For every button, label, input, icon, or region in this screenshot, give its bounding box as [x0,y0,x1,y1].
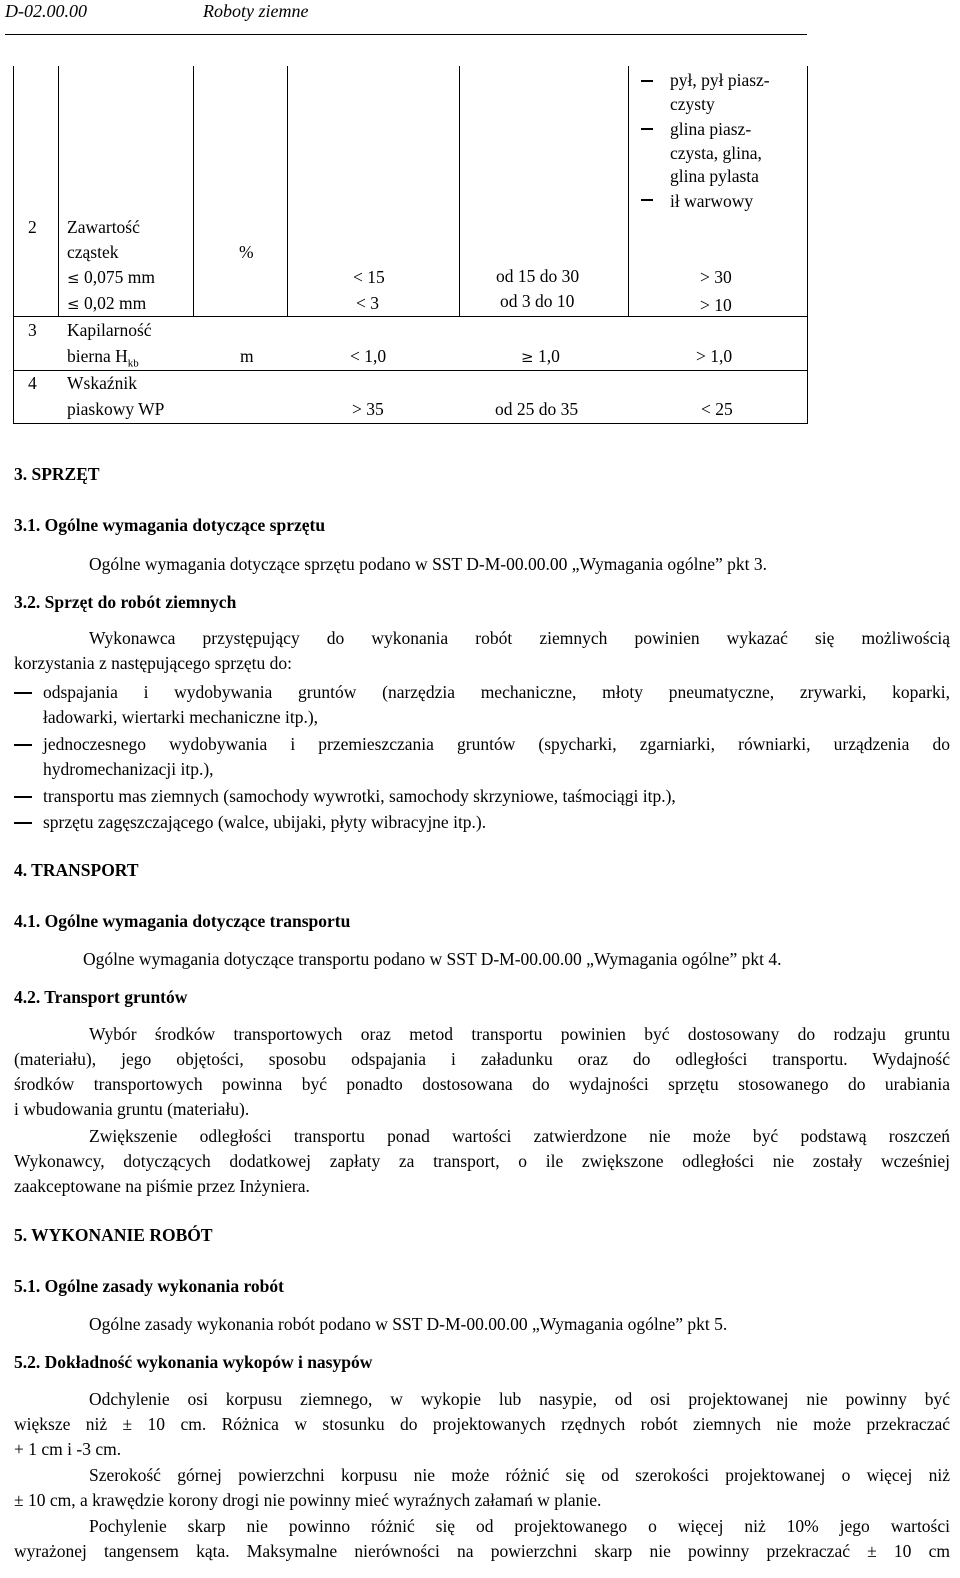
paragraph [14,1514,950,1564]
value-cell: < 1,0 [350,346,387,366]
table-col-divider-3 [287,66,288,316]
value-cell: < 25 [701,399,733,419]
list-dash [14,822,32,824]
paragraph-line: ± 10 cm, a krawędzie korony drogi nie powinny mieć wyraźnych załamań w planie. [14,1490,602,1510]
unit: m [240,346,254,366]
paragraph-line: większe niż ± 10 cm. Różnica w stosunku do projektowanych rzędnych robót ziemnych nie może przekraczać [14,1414,950,1434]
paragraph-line: Wybór środków transportowych oraz metod transportu powinien być dostosowany do rodzaju gruntu [89,1024,950,1044]
paragraph [14,1463,950,1513]
parameter-subscript: kb [127,357,139,370]
paragraph [14,1124,950,1199]
soil-type-text: ił warwowy [670,191,754,211]
paragraph: Ogólne wymagania dotyczące sprzętu podano w SST D-M-00.00.00 „Wymagania ogólne” pkt 3. [89,554,768,574]
value-cell: > 10 [700,295,732,315]
parameter-name-main: bierna H [67,346,128,366]
table-col-divider-5 [628,66,629,316]
table-col-divider-4 [459,66,460,316]
paragraph-line: i wbudowania gruntu (materiału). [14,1099,250,1119]
list-item-line: ładowarki, wiertarki mechaniczne itp.), [43,707,319,727]
list-item [14,810,950,835]
table-col-divider-1 [58,66,59,316]
document-code: D-02.00.00 [5,1,87,21]
subsection-heading: 5.1. Ogólne zasady wykonania robót [14,1276,284,1296]
list-item [14,680,950,730]
less-equal-icon: ≤ [67,269,80,287]
paragraph-line: Zwiększenie odległości transportu ponad wartości zatwierdzone nie może być podstawą roszczeń [89,1126,950,1146]
list-item-line: transportu mas ziemnych (samochody wywrotki, samochody skrzyniowe, taśmociągi itp.), [43,786,676,806]
list-item-line: hydromechanizacji itp.), [43,759,214,779]
paragraph-line: + 1 cm i -3 cm. [14,1439,122,1459]
section-heading: 5. WYKONANIE ROBÓT [14,1225,213,1245]
value-cell: > 30 [700,267,732,287]
table-border-bottom [13,423,808,424]
soil-type-text: czysta, glina, [670,143,762,163]
parameter-name: Kapilarność [67,320,152,340]
particle-size-row [67,269,155,287]
soil-type-dash [641,199,653,201]
value-cell: od 3 do 10 [500,291,575,311]
paragraph: Ogólne zasady wykonania robót podano w SST D-M-00.00.00 „Wymagania ogólne” pkt 5. [89,1314,728,1334]
subsection-heading: 3.2. Sprzęt do robót ziemnych [14,592,237,612]
paragraph-line: Wykonawcy, dotyczących dodatkowej zapłaty za transport, o ile zwiększone odległości nie zostały wcześniej [14,1151,950,1171]
section-heading: 4. TRANSPORT [14,860,139,880]
subsection-heading: 4.1. Ogólne wymagania dotyczące transportu [14,911,351,931]
parameter-name: Zawartość [67,217,140,237]
list-item [14,784,950,809]
table-col-divider-2 [193,66,194,316]
paragraph [14,626,950,676]
list-item [14,732,950,782]
value-cell [521,348,560,366]
value-cell: od 15 do 30 [496,266,580,286]
subsection-heading: 5.2. Dokładność wykonania wykopów i nasypów [14,1352,373,1372]
list-dash [14,796,32,798]
paragraph-line: Pochylenie skarp nie powinno różnić się od projektowanego o więcej niż 10% jego wartości [89,1516,950,1536]
soil-type-dash [641,128,653,130]
paragraph-line: korzystania z następującego sprzętu do: [14,653,292,673]
row-number: 4 [28,373,37,393]
paragraph: Ogólne wymagania dotyczące transportu podano w SST D-M-00.00.00 „Wymagania ogólne” pkt 4. [83,949,782,969]
paragraph [14,1022,950,1122]
header-rule [5,34,807,35]
paragraph-line: zaakceptowane na piśmie przez Inżyniera. [14,1176,310,1196]
greater-equal-icon: ≥ [521,348,534,366]
list-item-line: jednoczesnego wydobywania i przemieszczania gruntów (spycharki, zgarniarki, równiarki, urządzenia do [43,734,950,754]
parameter-name: cząstek [67,242,119,262]
paragraph-line: (materiału), jego objętości, sposobu odspajania i załadunku oraz do odległości transportu. Wydajność [14,1049,950,1069]
soil-type-text: czysty [670,94,715,114]
list-item-line: sprzętu zagęszczającego (walce, ubijaki, płyty wibracyjne itp.). [43,812,487,832]
row-number: 3 [28,320,37,340]
document-title: Roboty ziemne [203,1,309,21]
parameter-name [67,348,139,370]
paragraph-line: Odchylenie osi korpusu ziemnego, w wykopie lub nasypie, od osi projektowanej nie powinny być [89,1389,950,1409]
unit: % [239,242,254,262]
soil-type-text: pył, pył piasz- [670,70,770,90]
row-number: 2 [28,217,37,237]
subsection-heading: 4.2. Transport gruntów [14,987,188,1007]
list-dash [14,744,32,746]
paragraph-line: środków transportowych powinna być ponadto dostosowana do wydajności sprzętu stosowanego do urabiania [14,1074,950,1094]
parameter-name: piaskowy WP [67,399,165,419]
paragraph [14,1387,950,1462]
table-row-divider [13,316,808,317]
list-item-line: odspajania i wydobywania gruntów (narzędzia mechaniczne, młoty pneumatyczne, zrywarki, koparki, [43,682,950,702]
paragraph-line: wyrażonej tangensem kąta. Maksymalne nierówności na powierzchni skarp nie powinny przekraczać ± 10 cm [14,1541,950,1561]
value-cell: > 1,0 [696,346,733,366]
paragraph-line: Szerokość górnej powierzchni korpusu nie może różnić się od szerokości projektowanej o więcej niż [89,1465,950,1485]
particle-size-row [67,295,146,313]
value-cell: < 3 [356,293,379,313]
value-cell: > 35 [352,399,384,419]
table-row-divider [13,370,808,371]
less-equal-icon: ≤ [67,295,80,313]
subsection-heading: 3.1. Ogólne wymagania dotyczące sprzętu [14,515,326,535]
particle-size: 0,02 mm [83,293,147,313]
value-cell: < 15 [353,267,385,287]
parameter-name: Wskaźnik [67,373,137,393]
soil-type-text: glina piasz- [670,119,752,139]
value-text: 1,0 [537,346,560,366]
soil-type-text: glina pylasta [670,166,759,186]
value-cell: od 25 do 35 [495,399,579,419]
list-dash [14,692,32,694]
soil-type-dash [641,80,653,82]
paragraph-line: Wykonawca przystępujący do wykonania robót ziemnych powinien wykazać się możliwością [89,628,950,648]
particle-size: 0,075 mm [83,267,155,287]
section-heading: 3. SPRZĘT [14,464,100,484]
